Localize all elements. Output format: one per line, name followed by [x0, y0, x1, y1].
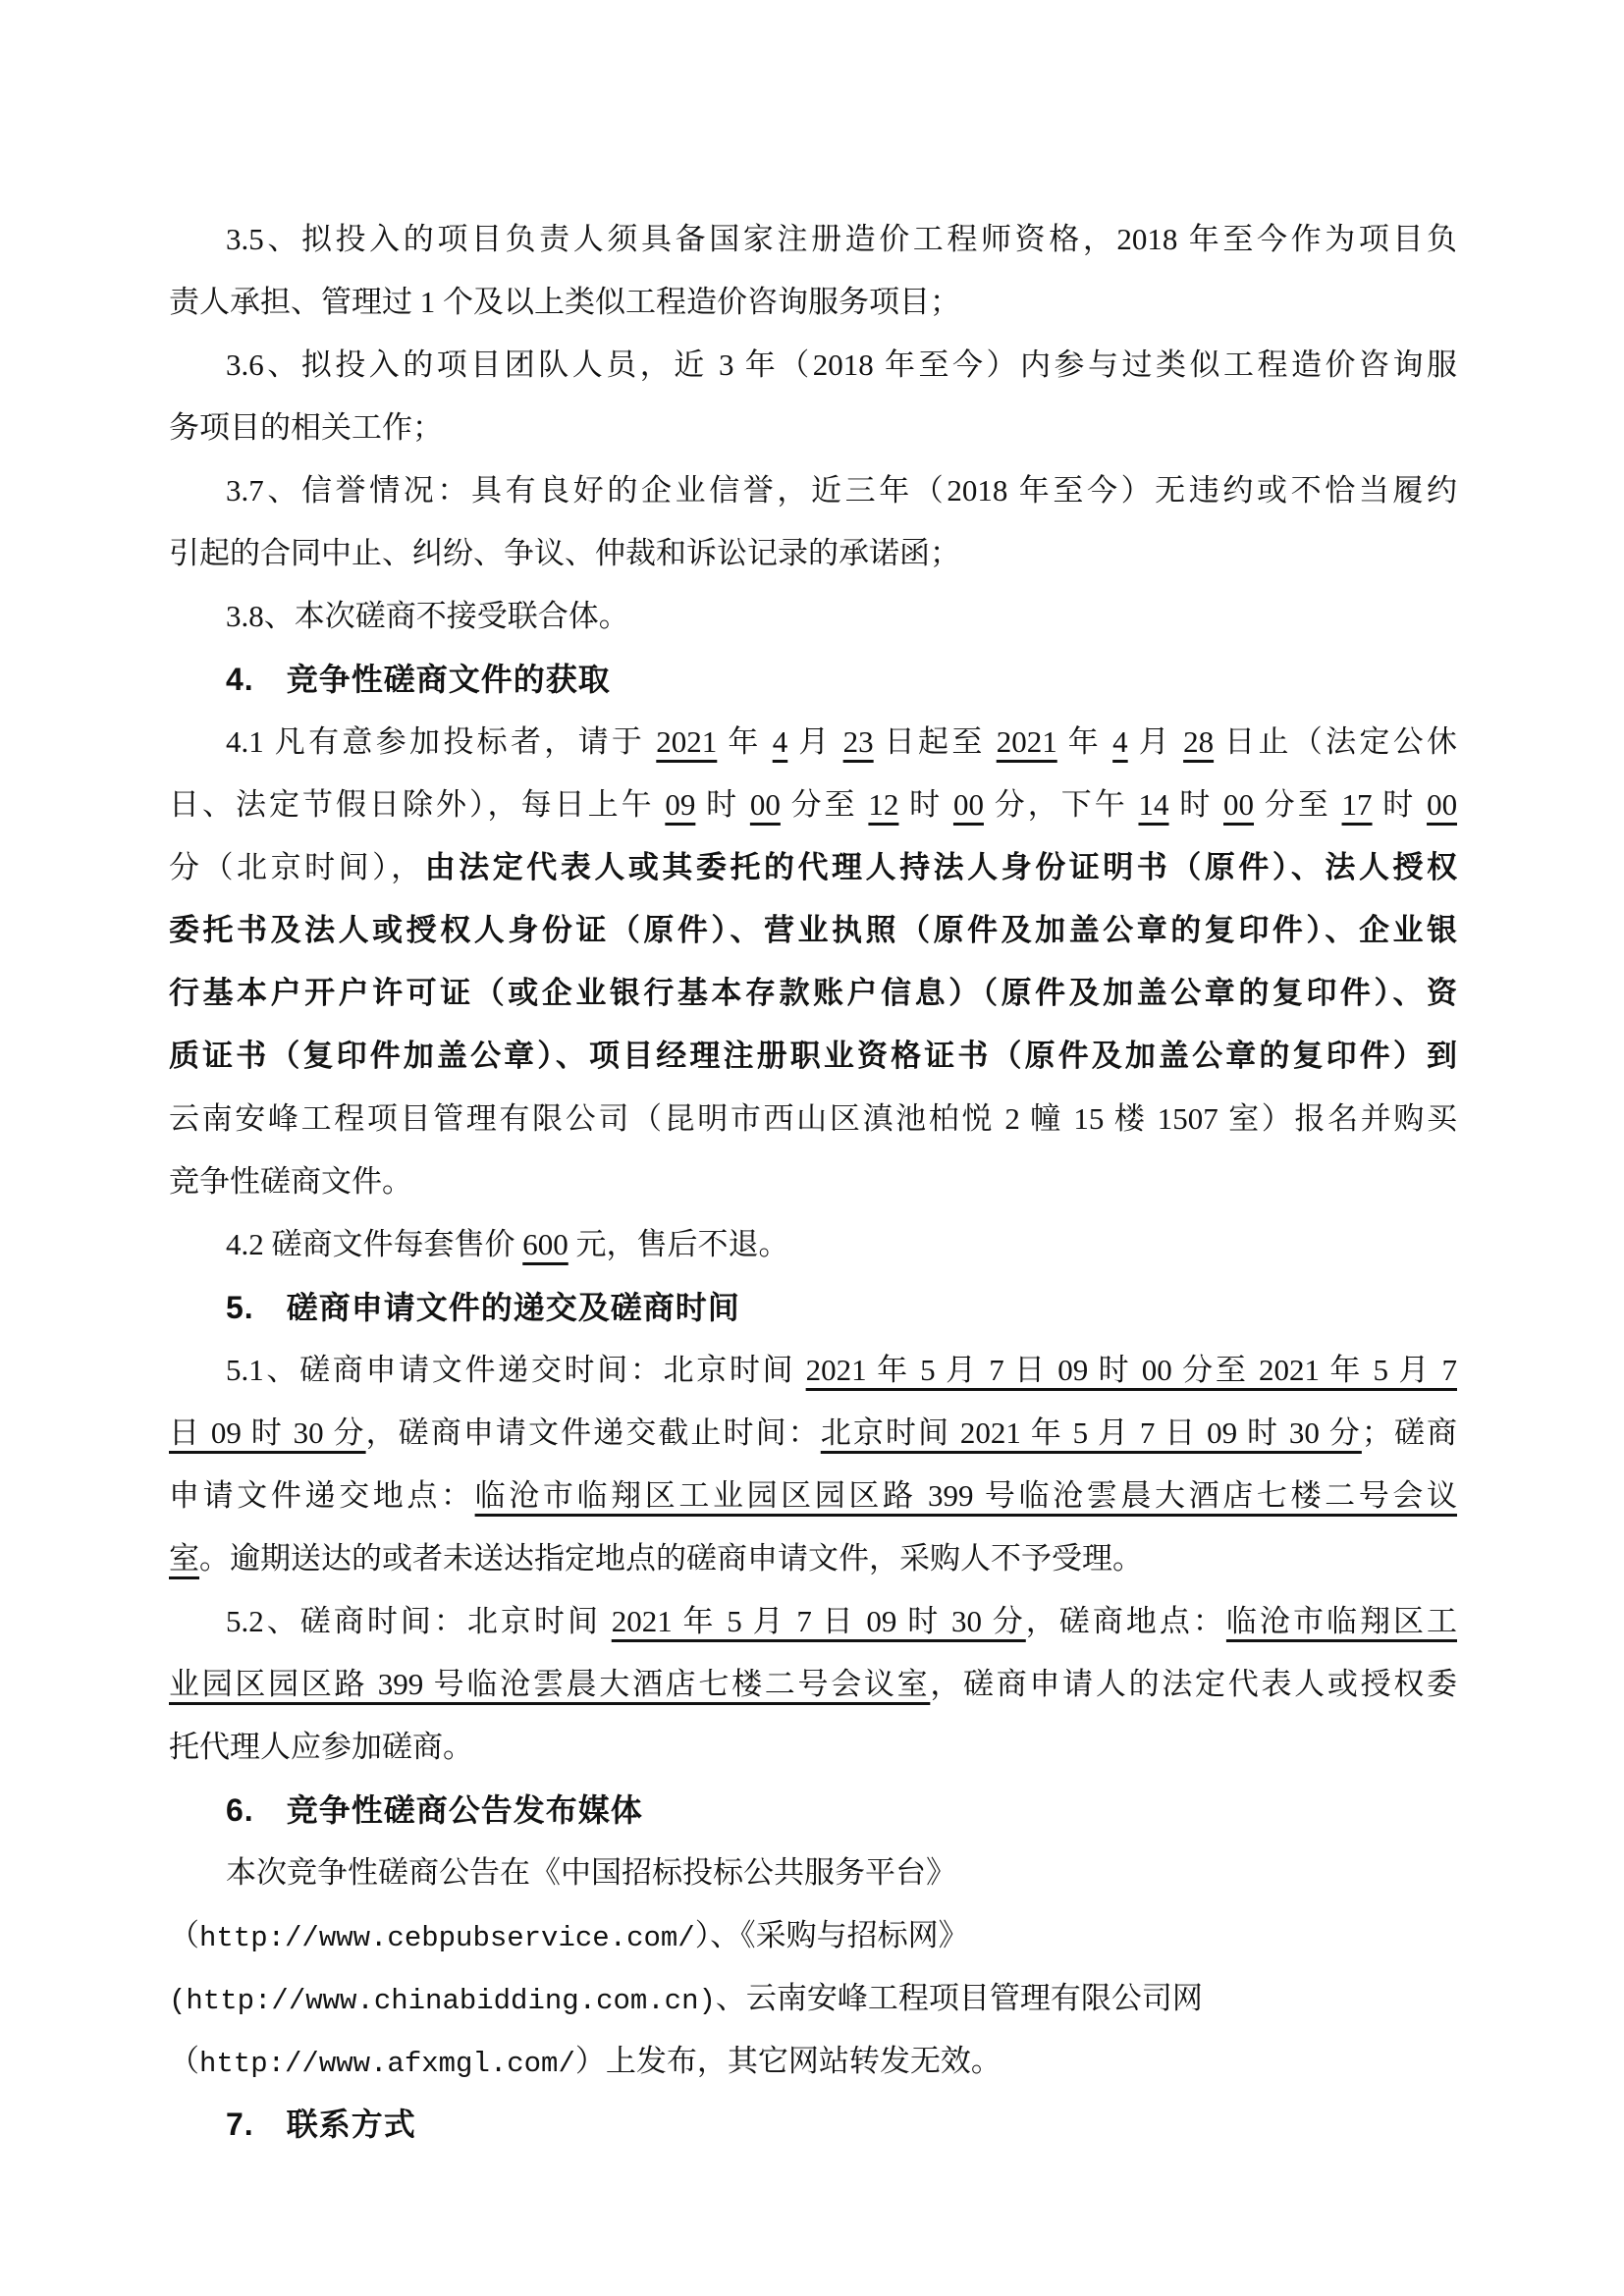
text-line [169, 1590, 1457, 1653]
text-line [169, 711, 1457, 774]
underlined-text: 2021 年 5 月 7 日 09 时 00 分至 2021 年 5 月 7 [805, 1353, 1457, 1387]
underlined-text: 28 [1183, 724, 1215, 759]
text-segment: 分至 [780, 787, 869, 822]
text-segment: 务项目的相关工作； [169, 410, 443, 445]
text-segment: （ [169, 2044, 199, 2078]
text-segment: 由法定代表人或其委托的代理人持法人身份证明书（原件）、法人授权 [424, 850, 1457, 884]
text-line [169, 1904, 1457, 1967]
text-segment: 年 [717, 724, 773, 759]
text-line [169, 1213, 1457, 1276]
text-segment: 元，售后不退。 [568, 1227, 789, 1261]
text-segment: 3.7、信誉情况：具有良好的企业信誉，近三年（2018 年至今）无违约或不恰当履约 [226, 473, 1457, 507]
text-segment: 分（北京时间）， [169, 850, 425, 884]
text-line [169, 1025, 1457, 1088]
text-segment: ）、《采购与招标网》 [694, 1918, 969, 1952]
text-line [169, 1088, 1457, 1150]
text-line [169, 334, 1457, 397]
text-line [169, 1402, 1457, 1465]
text-segment: 托代理人应参加磋商。 [169, 1730, 473, 1764]
text-segment: 3.8、本次磋商不接受联合体。 [226, 599, 629, 633]
section-heading [169, 2093, 1457, 2156]
text-line [169, 774, 1457, 836]
text-line [169, 585, 1457, 648]
underlined-text: 00 [1427, 787, 1457, 822]
section-heading [169, 1276, 1457, 1339]
underlined-text: 临沧市临翔区工业园区园区路 399 号临沧雲晨大酒店七楼二号会议 [474, 1478, 1457, 1513]
underlined-text: 业园区园区路 399 号临沧雲晨大酒店七楼二号会议室 [169, 1667, 931, 1701]
document-body [169, 208, 1457, 2156]
text-segment: 时 [1372, 787, 1428, 822]
text-line [169, 836, 1457, 899]
text-segment: 申请文件递交地点： [169, 1478, 475, 1513]
text-segment: （ [169, 1918, 199, 1952]
text-line [169, 1527, 1457, 1590]
section-heading [169, 648, 1457, 711]
underlined-text: 日 09 时 30 分 [169, 1415, 366, 1450]
text-line [169, 962, 1457, 1025]
url-text: http://www.afxmgl.com/ [199, 2048, 575, 2080]
text-line [169, 1967, 1457, 2030]
text-segment: 日、法定节假日除外），每日上午 [169, 787, 666, 822]
text-segment: 年 [1056, 724, 1113, 759]
text-segment: 责人承担、管理过 1 个及以上类似工程造价咨询服务项目； [169, 285, 960, 319]
text-segment: ，磋商地点： [1025, 1604, 1226, 1638]
text-line [169, 1653, 1457, 1716]
text-segment: 引起的合同中止、纠纷、争议、仲裁和诉讼记录的承诺函； [169, 536, 960, 570]
underlined-text: 2021 年 5 月 7 日 09 时 30 分 [611, 1604, 1026, 1638]
text-segment: ）上发布，其它网站转发无效。 [574, 2044, 1001, 2078]
text-segment: 月 [787, 724, 843, 759]
text-segment: 行基本户开户许可证（或企业银行基本存款账户信息）（原件及加盖公章的复印件）、资 [169, 976, 1457, 1010]
text-segment: 、云南安峰工程项目管理有限公司网 [715, 1981, 1203, 2015]
text-segment: ；磋商 [1361, 1415, 1457, 1450]
underlined-text: 北京时间 2021 年 5 月 7 日 09 时 30 分 [820, 1415, 1362, 1450]
text-segment: 月 [1127, 724, 1184, 759]
underlined-text: 09 [665, 787, 696, 822]
text-segment: 5. 磋商申请文件的递交及磋商时间 [226, 1290, 740, 1325]
text-segment: ，磋商申请人的法定代表人或授权委 [930, 1667, 1457, 1701]
text-segment: 时 [1168, 787, 1224, 822]
text-line [169, 271, 1457, 334]
text-segment: 本次竞争性磋商公告在《中国招标投标公共服务平台》 [226, 1855, 956, 1890]
text-segment: 分至 [1254, 787, 1342, 822]
text-line [169, 208, 1457, 271]
text-segment: 4.2 磋商文件每套售价 [226, 1227, 523, 1261]
text-line [169, 1716, 1457, 1779]
text-segment: 7. 联系方式 [226, 2107, 416, 2142]
text-line [169, 2030, 1457, 2093]
underlined-text: 14 [1138, 787, 1169, 822]
text-segment: 日起至 [873, 724, 997, 759]
text-line [169, 1339, 1457, 1402]
underlined-text: 17 [1341, 787, 1373, 822]
text-segment: 时 [898, 787, 953, 822]
underlined-text: 2021 [996, 724, 1057, 759]
text-line [169, 899, 1457, 962]
url-text: http://www.cebpubservice.com/ [199, 1922, 695, 1954]
text-segment: 4.1 凡有意参加投标者，请于 [226, 724, 657, 759]
underlined-text: 2021 [656, 724, 718, 759]
text-segment: 6. 竞争性磋商公告发布媒体 [226, 1792, 643, 1828]
text-line [169, 1842, 1457, 1904]
underlined-text: 4 [1112, 724, 1128, 759]
underlined-text: 12 [868, 787, 899, 822]
underlined-text: 00 [952, 787, 984, 822]
underlined-text: 4 [772, 724, 788, 759]
text-segment: 时 [695, 787, 750, 822]
text-segment: 分，下午 [983, 787, 1139, 822]
text-segment: 委托书及法人或授权人身份证（原件）、营业执照（原件及加盖公章的复印件）、企业银 [169, 913, 1457, 947]
text-line [169, 1465, 1457, 1527]
underlined-text: 室 [169, 1541, 199, 1575]
text-segment: 日止（法定公休 [1214, 724, 1457, 759]
underlined-text: 临沧市临翔区工 [1225, 1604, 1457, 1638]
text-segment: 3.5、拟投入的项目负责人须具备国家注册造价工程师资格，2018 年至今作为项目负 [226, 222, 1457, 256]
underlined-text: 600 [522, 1227, 568, 1261]
text-segment: 质证书（复印件加盖公章）、项目经理注册职业资格证书（原件及加盖公章的复印件）到 [169, 1039, 1457, 1073]
text-line [169, 1150, 1457, 1213]
text-segment: 5.1、磋商申请文件递交时间：北京时间 [226, 1353, 806, 1387]
text-segment: 5.2、磋商时间：北京时间 [226, 1604, 612, 1638]
underlined-text: 23 [842, 724, 874, 759]
underlined-text: 00 [1223, 787, 1255, 822]
text-segment: 云南安峰工程项目管理有限公司（昆明市西山区滇池柏悦 2 幢 15 楼 1507 室）报名并购买 [169, 1101, 1457, 1136]
text-line [169, 459, 1457, 522]
text-segment: 竞争性磋商文件。 [169, 1164, 412, 1199]
underlined-text: 00 [749, 787, 781, 822]
text-segment: 4. 竞争性磋商文件的获取 [226, 662, 611, 697]
text-segment: 。逾期送达的或者未送达指定地点的磋商申请文件，采购人不予受理。 [199, 1541, 1143, 1575]
text-line [169, 397, 1457, 459]
url-text: (http://www.chinabidding.com.cn) [169, 1985, 716, 2017]
text-line [169, 522, 1457, 585]
section-heading [169, 1779, 1457, 1842]
text-segment: 3.6、拟投入的项目团队人员，近 3 年（2018 年至今）内参与过类似工程造价咨询服 [226, 347, 1457, 382]
text-segment: ，磋商申请文件递交截止时间： [365, 1415, 821, 1450]
